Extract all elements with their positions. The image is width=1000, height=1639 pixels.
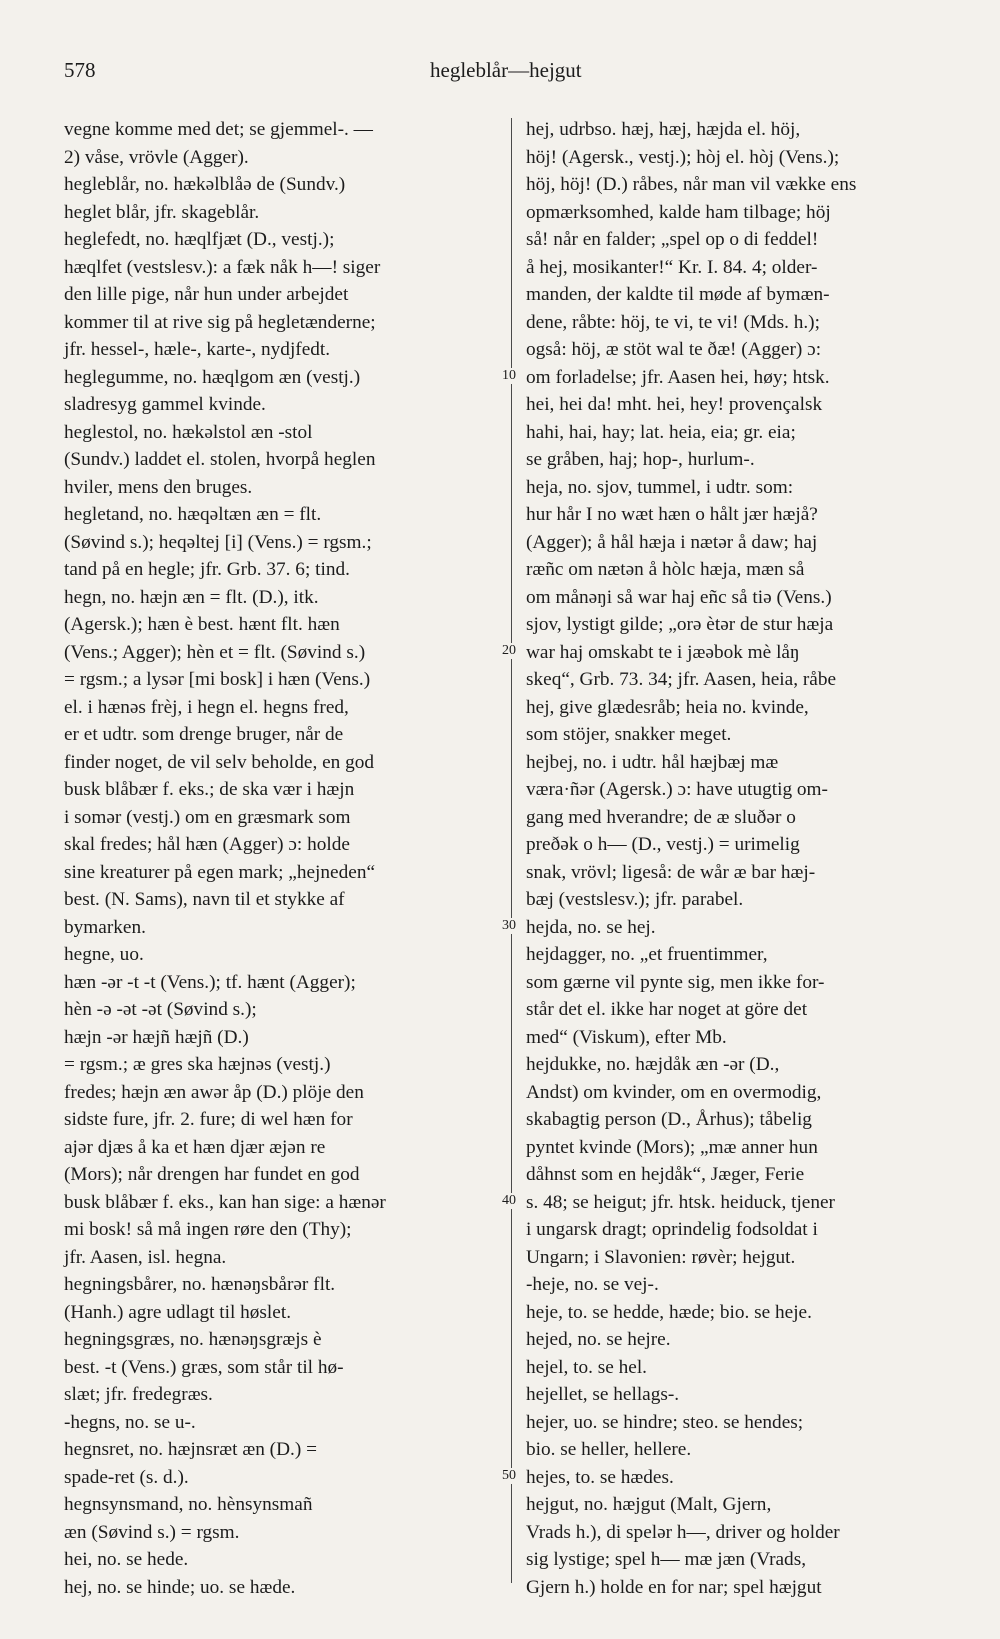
text-line: hej, udrbso. hæj, hæj, hæjda el. höj, [526,119,801,140]
text-line: hæqlfet (vestslesv.): a fæk nåk h—! siger [64,256,381,278]
text-line: er et udtr. som drenge bruger, når de [64,724,344,745]
text-line: bæj (vestslesv.); jfr. parabel. [526,889,744,910]
text-line: sjov, lystigt gilde; „orə ètər de stur hæja [526,614,834,635]
text-line: hegningsgræs, no. hænəŋsgræjs è [64,1329,322,1350]
text-line: heglestol, no. hækəlstol æn -stol [64,421,313,443]
text-line: opmærksomhed, kalde ham tilbage; höj [526,201,831,223]
text-line: heglefedt, no. hæqlfjæt (D., vestj.); [64,229,335,250]
text-line: hèn -ə -ət -ət (Søvind s.); [64,999,257,1020]
text-line: war haj omskabt te i jæəbok mè låŋ [526,641,800,663]
text-line: hæn -ər -t -t (Vens.); tf. hænt (Agger); [64,971,356,993]
text-line: höj! (Agersk., vestj.); hòj el. hòj (Vens.); [526,146,840,168]
column-divider [511,118,512,1583]
text-line: hejed, no. se hejre. [526,1329,671,1350]
text-line: æn (Søvind s.) = rgsm. [64,1521,240,1543]
line-number: 20 [502,643,516,658]
text-line: bio. se heller, hellere. [526,1439,692,1460]
text-line: sine kreaturer på egen mark; „hejneden“ [64,861,376,883]
text-line: Vrads h.), di spelər h—, driver og holder [526,1521,840,1543]
text-line: hegningsbårer, no. hænəŋsbårər flt. [64,1274,336,1295]
running-head: hegleblår—hejgut [430,58,582,82]
text-line: (Agersk.); hæn è best. hænt flt. hæn [64,614,340,635]
text-line: hegn, no. hæjn æn = flt. (D.), itk. [64,586,319,608]
text-line: snak, vrövl; ligeså: de wår æ bar hæj- [526,861,816,883]
text-line: mi bosk! så må ingen røre den (Thy); [64,1219,352,1240]
text-line: ræñc om nætən å hòlc hæja, mæn så [526,559,805,580]
text-line: (Søvind s.); heqəltej [i] (Vens.) = rgsm.; [64,531,372,553]
text-line: hei, no. se hede. [64,1549,189,1570]
text-line: om forladelse; jfr. Aasen hei, høy; htsk. [526,366,830,388]
text-line: sladresyg gammel kvinde. [64,394,266,415]
text-line: å hej, mosikanter!“ Kr. I. 84. 4; older- [526,256,818,278]
text-line: best. (N. Sams), navn til et stykke af [64,889,345,910]
text-line: Gjern h.) holde en for nar; spel hæjgut [526,1576,822,1598]
text-line: den lille pige, når hun under arbejdet [64,284,349,305]
page-number: 578 [64,58,96,82]
text-line: hejdagger, no. „et fruentimmer, [526,944,768,965]
text-line: væra·ñər (Agersk.) ɔ: have utugtig om- [526,779,828,800]
text-line: hegnsret, no. hæjnsræt æn (D.) = [64,1439,317,1460]
right-column [526,116,966,1601]
line-number: 50 [502,1468,516,1483]
text-line: også: höj, æ stöt wal te ðæ! (Agger) ɔ: [526,339,822,360]
text-line: pyntet kvinde (Mors); „mæ anner hun [526,1136,818,1158]
text-line: vegne komme med det; se gjemmel-. — [64,119,373,140]
text-line: hejda, no. se hej. [526,916,656,938]
text-line: med“ (Viskum), efter Mb. [526,1026,727,1048]
text-line: tand på en hegle; jfr. Grb. 37. 6; tind. [64,559,350,580]
text-line: s. 48; se heigut; jfr. htsk. heiduck, tjener [526,1191,835,1213]
text-line: hejdukke, no. hæjdåk æn -ər (D., [526,1054,780,1075]
text-line: slæt; jfr. fredegræs. [64,1384,213,1405]
text-line: hej, give glædesråb; heia no. kvinde, [526,696,809,718]
text-line: kommer til at rive sig på hegletænderne; [64,311,376,333]
text-line: jfr. Aasen, isl. hegna. [64,1246,227,1268]
text-line: spade-ret (s. d.). [64,1466,189,1488]
text-line: hejbej, no. i udtr. hål hæjbæj mæ [526,751,779,773]
text-line: heje, to. se hedde, hæde; bio. se heje. [526,1301,812,1323]
text-line: finder noget, de vil selv beholde, en god [64,751,375,773]
text-line: Andst) om kvinder, om en overmodig, [526,1081,822,1103]
text-line: höj, höj! (D.) råbes, når man vil vække ens [526,174,857,195]
text-line: hei, hei da! mht. hei, hey! provençalsk [526,394,823,415]
text-line: el. i hænəs frèj, i hegn el. hegns fred, [64,696,349,718]
text-line: busk blåbær f. eks.; de ska vær i hæjn [64,779,355,800]
text-line: preðək o h— (D., vestj.) = urimelig [526,834,800,855]
text-line: -heje, no. se vej-. [526,1274,659,1295]
text-line: bymarken. [64,916,146,938]
text-line: som stöjer, snakker meget. [526,724,732,745]
text-line: skabagtig person (D., Århus); tåbelig [526,1109,812,1130]
line-number: 30 [502,918,516,933]
text-line: fredes; hæjn æn awər åp (D.) plöje den [64,1081,364,1103]
text-line: står det el. ikke har noget at göre det [526,999,808,1020]
text-line: best. -t (Vens.) græs, som står til hø- [64,1356,344,1378]
text-line: hahi, hai, hay; lat. heia, eia; gr. eia; [526,421,796,443]
text-line: hej, no. se hinde; uo. se hæde. [64,1576,296,1598]
text-line: = rgsm.; æ gres ska hæjnəs (vestj.) [64,1054,331,1075]
text-line: hejes, to. se hædes. [526,1466,674,1488]
text-line: skal fredes; hål hæn (Agger) ɔ: holde [64,834,350,855]
text-line: hejellet, se hellags-. [526,1384,680,1405]
text-line: (Agger); å hål hæja i nætər å daw; haj [526,531,818,553]
text-line: om månəŋi så war haj eñc så tiə (Vens.) [526,586,832,608]
text-line: heja, no. sjov, tummel, i udtr. som: [526,476,794,498]
text-line: i somər (vestj.) om en græsmark som [64,806,351,828]
text-line: sig lystige; spel h— mæ jæn (Vrads, [526,1549,807,1570]
text-line: dene, råbte: höj, te vi, te vi! (Mds. h.); [526,311,820,333]
text-line: jfr. hessel-, hæle-, karte-, nydjfedt. [64,339,331,360]
text-line: (Hanh.) agre udlagt til høslet. [64,1301,292,1323]
text-line: se gråben, haj; hop-, hurlum-. [526,449,755,470]
text-line: ajər djæs å ka et hæn djær æjən re [64,1136,326,1158]
text-line: hegne, uo. [64,944,144,965]
text-line: manden, der kaldte til møde af bymæn- [526,284,830,305]
text-line: så! når en falder; „spel op o di feddel! [526,229,819,250]
text-line: hegletand, no. hæqəltæn æn = flt. [64,504,322,525]
text-line: (Vens.; Agger); hèn et = flt. (Søvind s.) [64,641,366,663]
text-line: hejer, uo. se hindre; steo. se hendes; [526,1411,804,1433]
line-number: 10 [502,368,516,383]
text-line: heglet blår, jfr. skageblår. [64,201,260,223]
text-line: (Sundv.) laddet el. stolen, hvorpå heglen [64,449,376,470]
text-line: gang med hverandre; de æ sluðər o [526,806,796,828]
text-line: hegleblår, no. hækəlblåə de (Sundv.) [64,174,346,195]
page-header [64,58,964,88]
text-line: i ungarsk dragt; oprindelig fodsoldat i [526,1219,818,1240]
line-number: 40 [502,1193,516,1208]
text-line: heglegumme, no. hæqlgom æn (vestj.) [64,366,361,388]
text-line: hejel, to. se hel. [526,1356,648,1378]
text-line: hæjn -ər hæjñ hæjñ (D.) [64,1026,249,1048]
text-line: hegnsynsmand, no. hènsynsmañ [64,1494,313,1515]
text-line: Ungarn; i Slavonien: røvèr; hejgut. [526,1246,796,1268]
text-line: 2) våse, vrövle (Agger). [64,146,249,168]
text-line: -hegns, no. se u-. [64,1411,196,1433]
text-line: som gærne vil pynte sig, men ikke for- [526,971,825,993]
text-line: = rgsm.; a lysər [mi bosk] i hæn (Vens.) [64,669,371,690]
text-line: busk blåbær f. eks., kan han sige: a hænər [64,1191,386,1213]
text-line: hejgut, no. hæjgut (Malt, Gjern, [526,1494,772,1515]
text-line: dåhnst som en hejdåk“, Jæger, Ferie [526,1164,805,1185]
text-line: (Mors); når drengen har fundet en god [64,1164,360,1185]
left-column [64,116,499,1601]
text-line: hviler, mens den bruges. [64,476,253,498]
text-line: sidste fure, jfr. 2. fure; di wel hæn for [64,1109,353,1130]
text-line: hur hår I no wæt hæn o hålt jær hæjå? [526,504,818,525]
text-line: skeq“, Grb. 73. 34; jfr. Aasen, heia, råbe [526,669,837,690]
